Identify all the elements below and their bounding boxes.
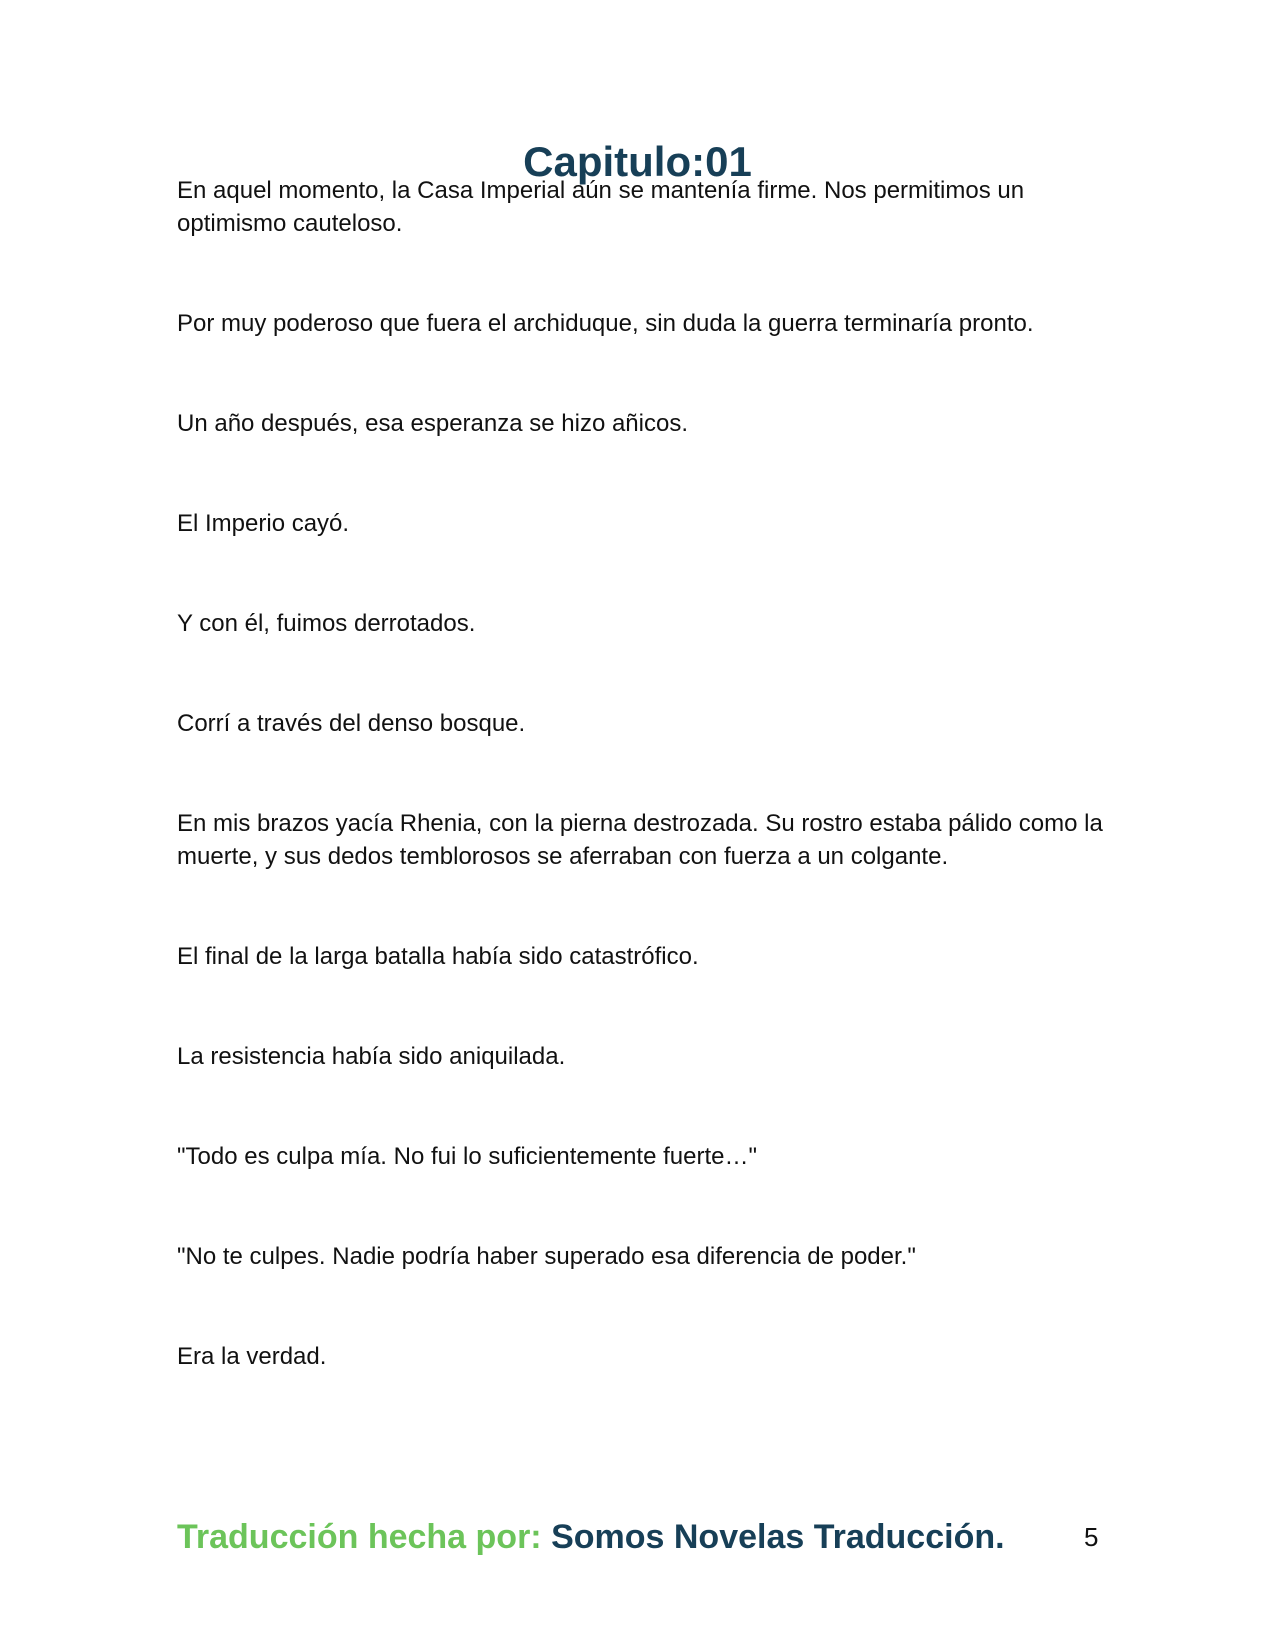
paragraph: "No te culpes. Nadie podría haber superado esa diferencia de poder." xyxy=(177,1243,916,1270)
paragraph: La resistencia había sido aniquilada. xyxy=(177,1043,566,1070)
paragraph: Corrí a través del denso bosque. xyxy=(177,710,526,737)
chapter-body xyxy=(177,174,1107,1440)
paragraph: "Todo es culpa mía. No fui lo suficientemente fuerte…" xyxy=(177,1143,757,1170)
credit-name: Somos Novelas Traducción. xyxy=(551,1518,1005,1556)
paragraph: Un año después, esa esperanza se hizo añicos. xyxy=(177,410,688,437)
paragraph: En mis brazos yacía Rhenia, con la pierna destrozada. Su rostro estaba pálido como la muerte, y sus dedos temblorosos se aferraban con fuerza a un colgante. xyxy=(177,810,1103,870)
paragraph: En aquel momento, la Casa Imperial aún se mantenía firme. Nos permitimos un optimismo cauteloso. xyxy=(177,177,1025,237)
paragraph: El Imperio cayó. xyxy=(177,510,350,537)
paragraph: Era la verdad. xyxy=(177,1343,327,1370)
paragraph: Y con él, fuimos derrotados. xyxy=(177,610,476,637)
page-number: 5 xyxy=(1084,1522,1099,1552)
translation-credit xyxy=(177,1516,1005,1558)
paragraph: El final de la larga batalla había sido catastrófico. xyxy=(177,943,699,970)
chapter-title: Capitulo:01 xyxy=(523,138,752,186)
credit-label: Traducción hecha por: xyxy=(177,1518,542,1556)
paragraph: Por muy poderoso que fuera el archiduque, sin duda la guerra terminaría pronto. xyxy=(177,310,1034,337)
